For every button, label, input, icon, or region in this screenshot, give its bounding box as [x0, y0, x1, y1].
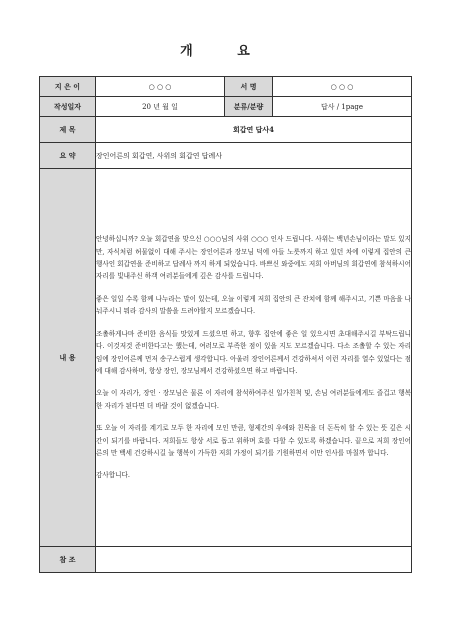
author-label: 지 은 이 — [40, 77, 96, 97]
document-title: 개 요 — [180, 44, 270, 59]
category-label: 분류/분량 — [225, 97, 273, 117]
category-value: 답사 / 1page — [273, 97, 412, 117]
content-paragraph: 감사합니다. — [96, 471, 130, 480]
summary-sheet — [39, 76, 412, 573]
date-label: 작성일자 — [40, 97, 96, 117]
content-paragraph: 오늘 이 자리가, 장인 · 장모님은 물론 이 자리에 참석하여주신 일가친척 및, 손님 여러분들에게도 즐겁고 행복한 자리가 된다면 더 바랄 것이 없겠습니다. — [96, 389, 411, 410]
signature-label: 서 명 — [225, 77, 273, 97]
author-value: ○ ○ ○ — [96, 77, 225, 97]
content-body — [96, 169, 412, 547]
signature-value: ○ ○ ○ — [273, 77, 412, 97]
content-row — [40, 169, 412, 547]
content-label: 내 용 — [40, 169, 96, 547]
content-paragraph: 좋은 일일 수록 함께 나누라는 말이 있는데, 오늘 이렇게 저희 집안의 큰 잔치에 함께 해주시고, 기쁜 마음을 나눠주시니 뭐라 감사의 말씀을 드려야할지 모르겠습니다. — [96, 294, 411, 316]
content-paragraph: 조촐하게나마 준비한 음식들 맛있게 드셨으면 하고, 향후 집안에 좋은 일 있으시면 초대해주시길 부탁드립니다. 이것저것 준비한다고는 했는데, 여러모로 부족한 점이 있을 지도 모르겠습니다. 다소 조촐할 수 있는 자리임에 장인어른께 먼저 송구스럽게 생각합니다. 아울러 장인어른께서 건강하셔서 이런 자리를 열수 있었다는 점에 대해 감사하며, 항상 장인, 장모님께서 건강하셨으면 하고 바랍니다. — [96, 329, 411, 375]
reference-label: 참 조 — [40, 547, 96, 573]
summary-label: 요 약 — [40, 143, 96, 169]
subject-row — [40, 117, 412, 143]
reference-value — [96, 547, 412, 573]
content-paragraph: 안녕하십니까? 오늘 회갑연을 맞으신 ○○○님의 사위 ○○○ 인사 드립니다. 사위는 백년손님이라는 말도 있지만, 자식처럼 허물없이 대해 주시는 장인어른과 장모님 덕에 아들 노릇까지 하고 있던 차에 이렇게 집안의 큰 행사인 회갑연을 준비하고 답례사 까지 하게 되었습니다. 바쁘신 와중에도 저희 아버님의 회갑연에 참석하시어 자리를 빛내주신 하객 여러분들에게 깊은 감사를 드립니다. — [96, 235, 411, 281]
subject-label: 제 목 — [40, 117, 96, 143]
summary-value: 장인어른의 회갑연, 사위의 회갑연 답례사 — [96, 143, 412, 169]
subject-value: 회갑연 답사4 — [96, 117, 412, 143]
reference-row — [40, 547, 412, 573]
summary-row — [40, 143, 412, 169]
author-row — [40, 77, 412, 97]
content-paragraph: 또 오늘 이 자리를 계기로 모두 한 자리에 모인 만큼, 형제간의 우애와 친목을 더 돈독히 할 수 있는 뜻 깊은 시간이 되기를 바랍니다. 저희들도 항상 서로 돕고 위하며 효를 다할 수 있도록 하겠습니다. 끝으로 저희 장인어른의 만 백세 건강하시길 늘 행복이 가득한 저희 가정이 되기를 기원하면서 이만 인사를 마칠까 합니다. — [96, 424, 411, 457]
date-value: 20 년 월 일 — [96, 97, 225, 117]
date-row — [40, 97, 412, 117]
